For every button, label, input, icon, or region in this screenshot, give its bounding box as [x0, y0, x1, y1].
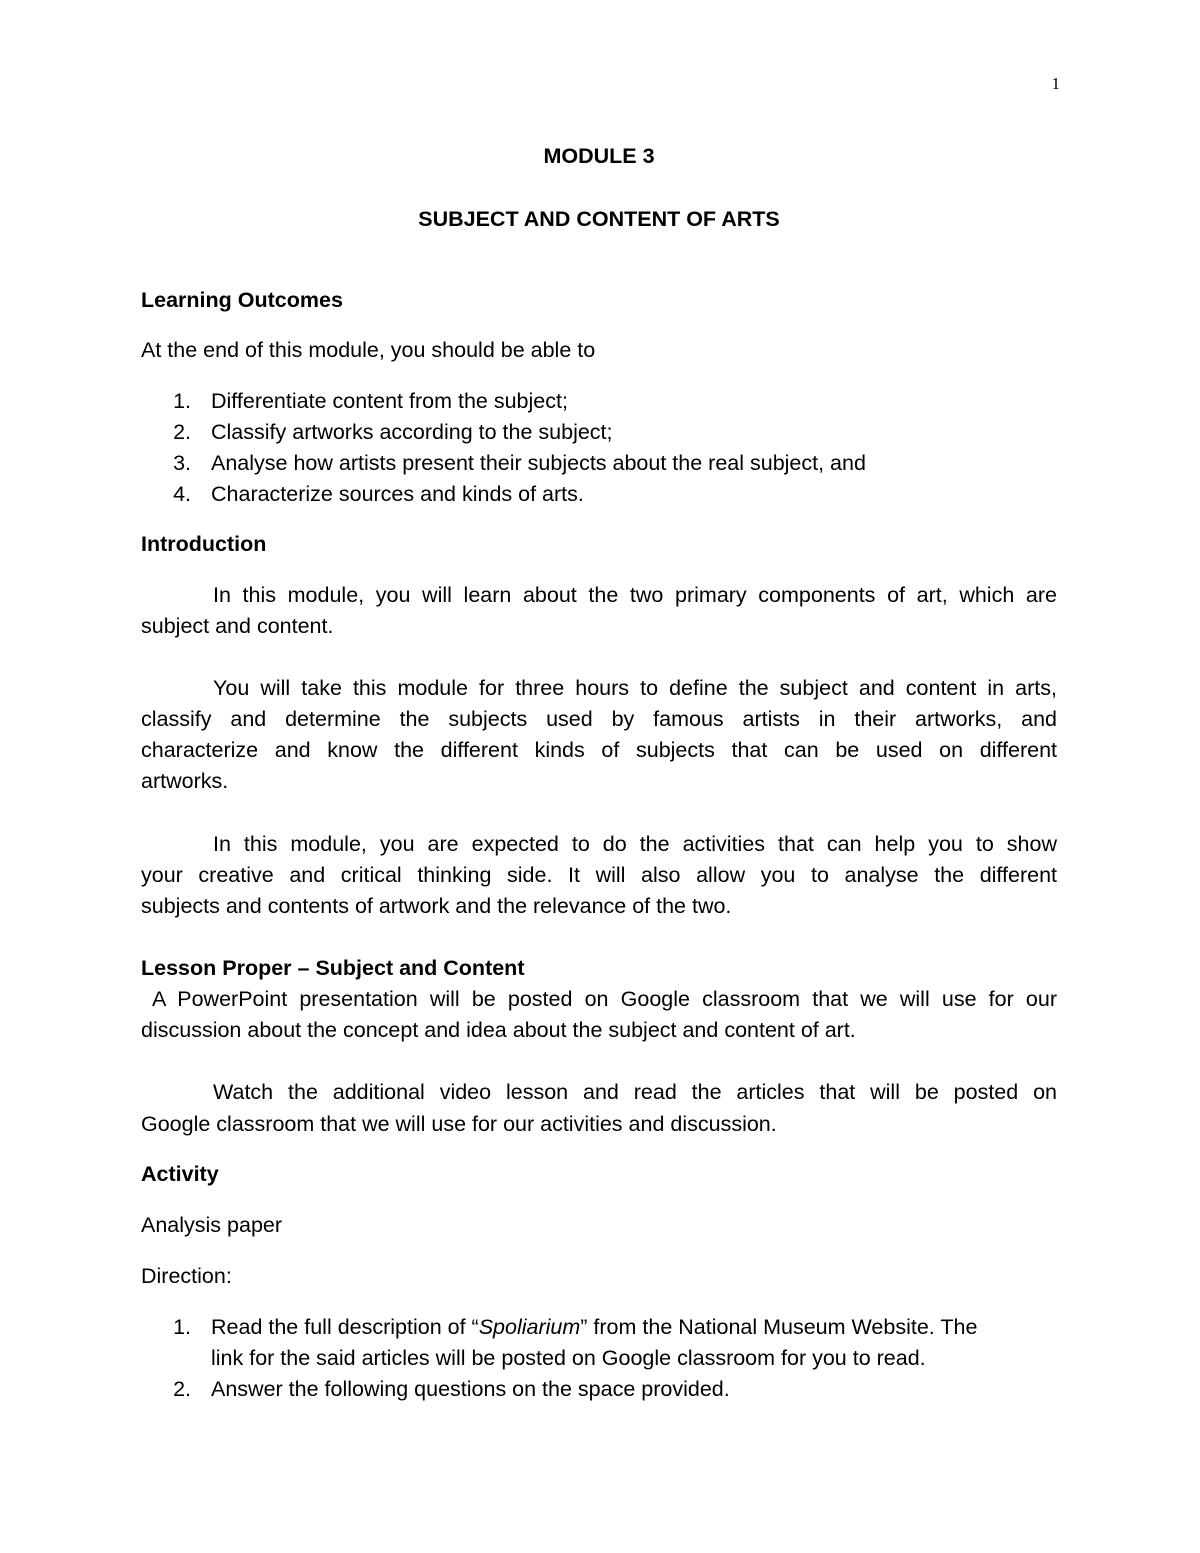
list-number: 3.: [173, 451, 191, 475]
lesson-proper-heading: Lesson Proper – Subject and Content: [141, 956, 525, 980]
list-text: Characterize sources and kinds of arts.: [211, 482, 584, 506]
direction-label: Direction:: [141, 1264, 232, 1288]
list-text-part: Read the full description of “: [211, 1315, 479, 1339]
learning-outcomes-intro: At the end of this module, you should be able to: [141, 338, 596, 362]
module-subtitle: SUBJECT AND CONTENT OF ARTS: [418, 207, 780, 231]
paragraph-line: In this module, you will learn about the two primary components of art, which are: [213, 583, 1057, 607]
activity-heading: Activity: [141, 1162, 219, 1186]
list-text: Answer the following questions on the space provided.: [211, 1377, 730, 1401]
paragraph-line: subject and content.: [141, 614, 334, 638]
list-text: Differentiate content from the subject;: [211, 389, 568, 413]
list-number: 2.: [173, 420, 191, 444]
list-text: Analyse how artists present their subjects about the real subject, and: [211, 451, 866, 475]
paragraph-line: Watch the additional video lesson and read the articles that will be posted on: [213, 1080, 1057, 1104]
list-number: 1.: [173, 389, 191, 413]
list-text-continuation: link for the said articles will be posted on Google classroom for you to read.: [211, 1346, 926, 1370]
activity-subheading: Analysis paper: [141, 1213, 283, 1237]
paragraph-line: your creative and critical thinking side. It will also allow you to analyse the different: [141, 863, 1057, 887]
paragraph-line: A PowerPoint presentation will be posted on Google classroom that we will use for our: [141, 987, 1057, 1011]
paragraph-line: subjects and contents of artwork and the relevance of the two.: [141, 894, 732, 918]
list-text: [211, 1317, 977, 1339]
paragraph-line: classify and determine the subjects used by famous artists in their artworks, and: [141, 707, 1057, 731]
paragraph-line: discussion about the concept and idea about the subject and content of art.: [141, 1018, 856, 1042]
paragraph-line: characterize and know the different kinds of subjects that can be used on different: [141, 738, 1057, 762]
list-text-part: ” from the National Museum Website. The: [580, 1315, 978, 1339]
page-number: 1: [1051, 74, 1060, 93]
introduction-heading: Introduction: [141, 532, 267, 556]
paragraph-line: You will take this module for three hours to define the subject and content in arts,: [213, 676, 1057, 700]
artwork-title: Spoliarium: [478, 1315, 581, 1339]
list-number: 2.: [173, 1377, 191, 1401]
module-title: MODULE 3: [543, 144, 655, 168]
paragraph-line: artworks.: [141, 769, 229, 793]
learning-outcomes-heading: Learning Outcomes: [141, 288, 343, 312]
list-number: 1.: [173, 1315, 191, 1339]
list-number: 4.: [173, 482, 191, 506]
list-text: Classify artworks according to the subject;: [211, 420, 613, 444]
paragraph-line: Google classroom that we will use for our activities and discussion.: [141, 1112, 777, 1136]
paragraph-line: In this module, you are expected to do the activities that can help you to show: [213, 832, 1057, 856]
